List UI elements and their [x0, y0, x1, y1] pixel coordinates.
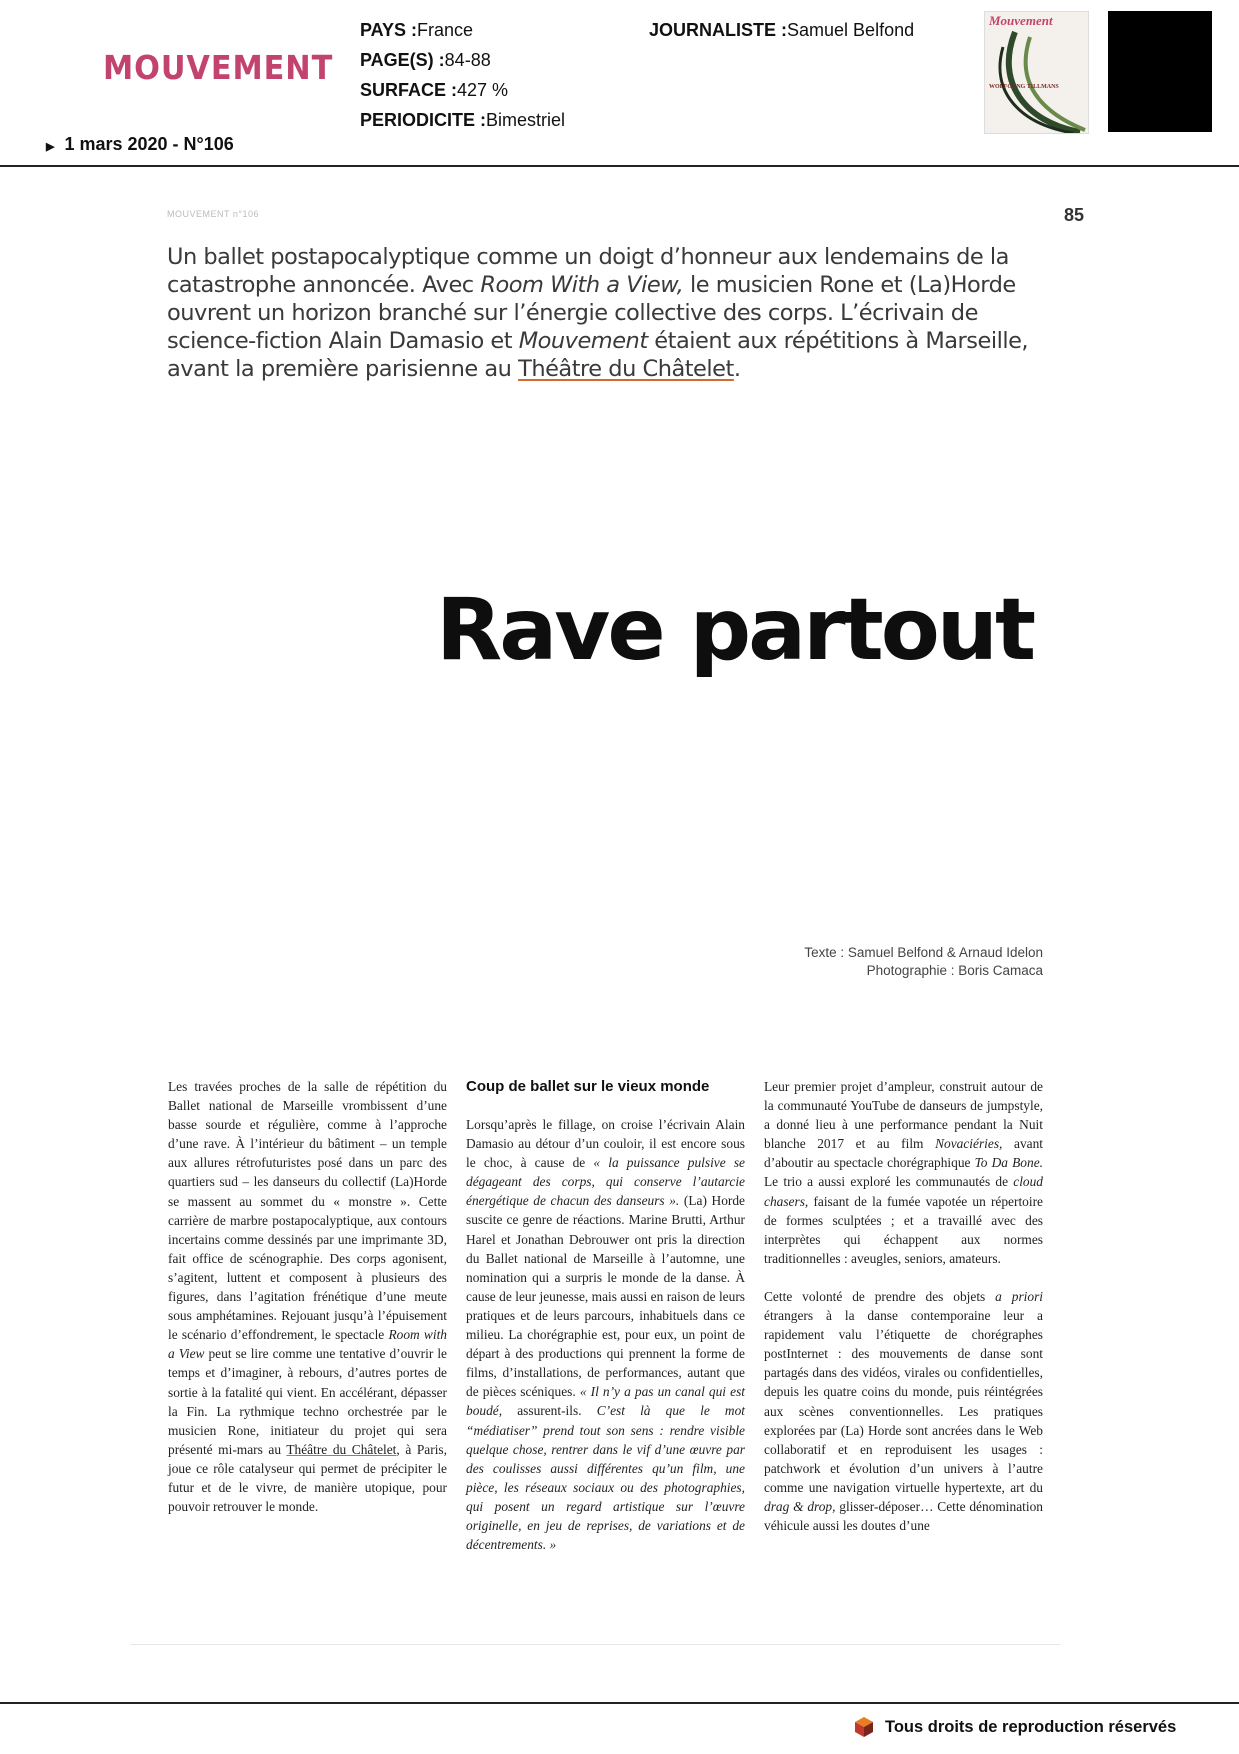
rights-notice: Tous droits de reproduction réservés	[885, 1717, 1177, 1736]
cover-subtitle: WOLFGANG TILLMANS	[989, 84, 1059, 90]
page-bottom-rule	[130, 1644, 1060, 1645]
footer-divider	[0, 1702, 1239, 1704]
magazine-cover-thumbnail	[984, 11, 1089, 134]
meta-surface: SURFACE :427 %	[360, 80, 509, 100]
meta-periodicity: PERIODICITE :Bimestriel	[360, 110, 566, 130]
article-credits	[804, 944, 1043, 980]
meta-journalist: JOURNALISTE :Samuel Belfond	[649, 20, 915, 40]
cover-title: Mouvement	[989, 13, 1053, 28]
meta-pages: PAGE(S) :84-88	[360, 50, 491, 70]
paragraph: Leur premier projet d’ampleur, construit autour de la communauté YouTube de danseurs de jumpstyle, a donné lieu à une performance pendant la Nuit blanche 2017 et au film Novaciéries, avant d’aboutir au spectacle chorégraphique To Da Bone. Le trio a aussi exploré les communautés de cloud chasers, faisant de la fumée vapotée un répertoire de formes sculptées ; et a travaillé avec des interprètes qui échappent aux normes traditionnelles : aveugles, seniors, amateurs.	[764, 1079, 1043, 1266]
article-title: Rave partout	[436, 580, 1034, 680]
body-column-3	[764, 1077, 1043, 1535]
paragraph: Les travées proches de la salle de répétition du Ballet national de Marseille vrombissent d’une basse sourde et régulière, comme à l’approche d’une rave. À l’intérieur du bâtiment – un temple aux allures rétrofuturistes posé dans un parc des quartiers sud – les danseurs du collectif (La)Horde se massent au sommet du « monstre ». Cette carrière de marbre postapocalyptique, aux contours incertains comme dessinés par une imprimante 3D, fait office de scénographie. Des corps agonisent, s’agitent, luttent et composent à plusieurs des figures, dans l’agitation frénétique d’une meute sous amphétamines. Rejouant jusqu’à l’épuisement le scénario d’effondrement, le spectacle Room with a View peut se lire comme une tentative d’ouvrir le temps et d’imaginer, à rebours, d’autres portes de sortie à la fatalité qui vient. En accélérant, dépasser la Fin. La rythmique techno orchestrée par le musicien Rone, initiateur du projet qui sera présenté mi-mars au Théâtre du Châtelet, à Paris, joue ce rôle catalyseur qui permet de précipiter le futur et de le vivre, de manière utopique, pour pouvoir retrouver le monde.	[168, 1079, 447, 1515]
theatre-link[interactable]: Théâtre du Châtelet	[518, 356, 734, 382]
body-column-2	[466, 1077, 745, 1554]
running-head: MOUVEMENT n°106	[167, 209, 259, 219]
redacted-block	[1108, 11, 1212, 132]
publication-logo: MOUVEMENT	[103, 48, 334, 87]
paragraph: Lorsqu’après le fillage, on croise l’écrivain Alain Damasio au détour d’un couloir, il est encore sous le choc, à cause de « la puissance pulsive se dégageant des corps, qui conserve l’autarcie énergétique de chacun des danseurs ». (La) Horde suscite ce genre de réactions. Marine Brutti, Arthur Harel et Jonathan Debrouwer ont pris la direction du Ballet national de Marseille à l’automne, une nomination qui a surpris le monde de la danse. À cause de leur jeunesse, mais aussi en raison de leurs pratiques et de leurs parcours, inhabituels dans ce milieu. La chorégraphie est, pour eux, un point de départ à des productions qui prennent la forme de films, d’installations, de performances, autant que de pièces scéniques. « Il n’y a pas un canal qui est boudé, assurent-ils. C’est là que le mot “médiatiser” prend tout son sens : rendre visible quelque chose, rentrer dans le vif d’une œuvre par des coulisses aussi différentes qu’un film, une pièce, les réseaux sociaux ou des photographies, qui posent un regard artistique sur l’œuvre originelle, en jeu de reprises, de variations et de décentrements. »	[466, 1117, 746, 1553]
credit-photo: Photographie : Boris Camaca	[866, 963, 1043, 978]
press-metadata	[360, 15, 565, 135]
cover-artwork	[985, 12, 1088, 133]
credit-text: Texte : Samuel Belfond & Arnaud Idelon	[804, 945, 1043, 960]
triangle-right-icon: ▶	[46, 141, 55, 153]
article-standfirst: Un ballet postapocalyptique comme un doigt d’honneur aux lendemains de la catastrophe annoncée. Avec Room With a View, le musicien Rone et (La)Horde ouvrent un horizon branché sur l’énergie collective des corps. L’écrivain de science-fiction Alain Damasio et Mouvement étaient aux répétitions à Marseille, avant la première parisienne au Théâtre du Châtelet.	[167, 244, 1029, 382]
theatre-link[interactable]: Théâtre du Châtelet	[286, 1441, 397, 1457]
footer	[855, 1717, 1176, 1737]
header-divider	[0, 165, 1239, 167]
body-column-1	[168, 1077, 447, 1516]
page-number: 85	[1064, 205, 1085, 225]
meta-country: PAYS :France	[360, 20, 474, 40]
issue-date-text: 1 mars 2020 - N°106	[64, 134, 234, 154]
cube-icon	[855, 1717, 873, 1737]
issue-date	[46, 134, 234, 155]
section-subhead: Coup de ballet sur le vieux monde	[466, 1078, 710, 1095]
paragraph: Cette volonté de prendre des objets a priori étrangers à la danse contemporaine leur a rapidement valu l’étiquette de chorégraphes postInternet : des mouvements de danse sont partagés dans des vidéos, virales ou confidentielles, depuis les quatre coins du monde, puis réintégrées aux scènes conventionnelles. Les pratiques explorées par (La) Horde sont ancrées dans le Web collaboratif et en reproduisent les usages : patchwork et évolution d’un univers à l’autre comme une navigation virtuelle hypertexte, art du drag & drop, glisser-déposer… Cette dénomination véhicule aussi les doutes d’une	[764, 1288, 1043, 1534]
